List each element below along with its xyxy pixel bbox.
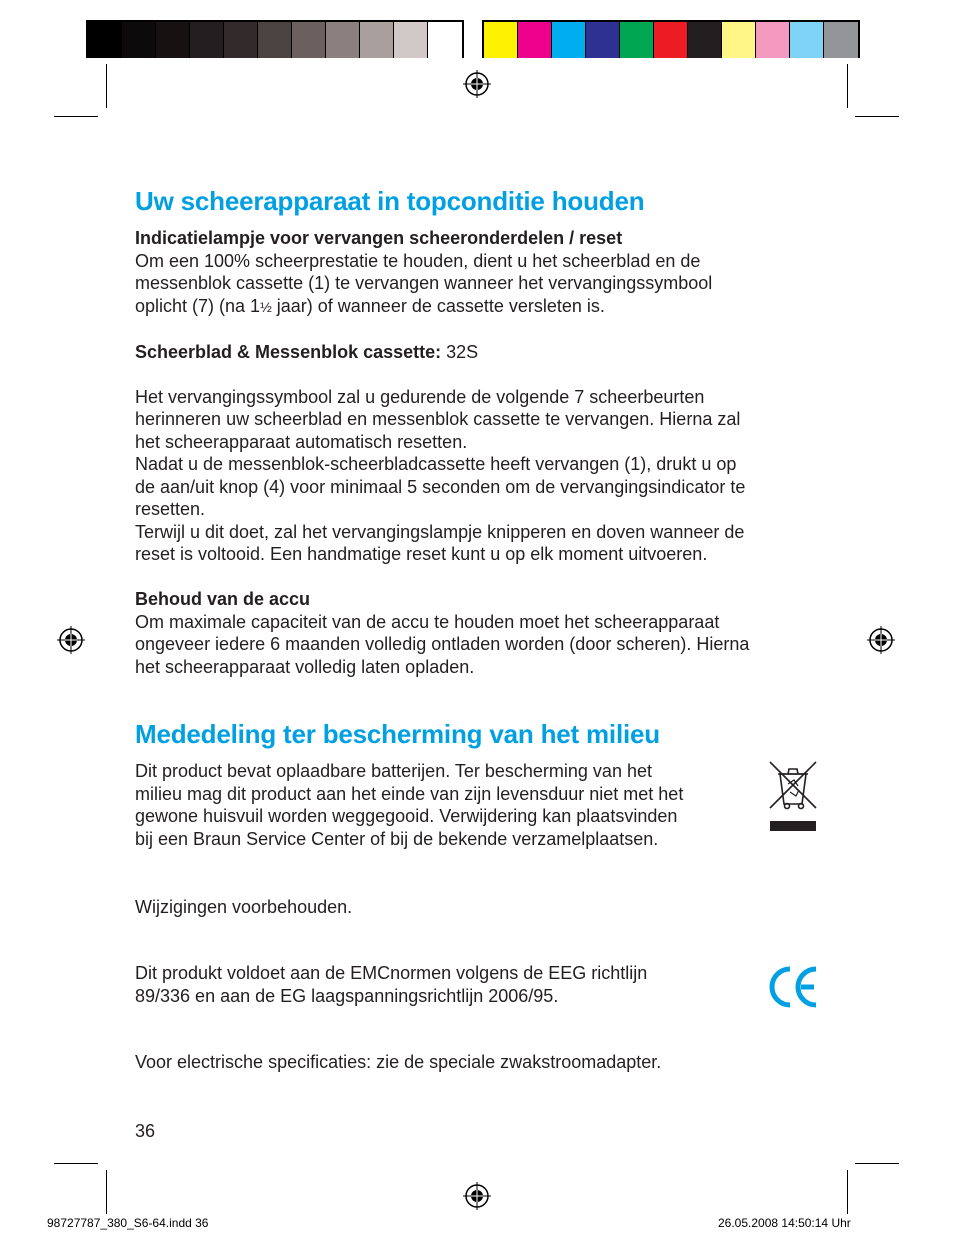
fraction: ½	[260, 298, 272, 315]
crop-mark	[54, 1163, 98, 1164]
text-line: gewone huisvuil worden weggegooid. Verwijdering kan plaatsvinden	[135, 806, 678, 826]
text-line: Dit produkt voldoet aan de EMCnormen volgens de EEG richtlijn	[135, 963, 648, 983]
text-line: milieu mag dit product aan het einde van zijn levensduur niet met het	[135, 783, 684, 804]
section-title-environment: Mededeling ter bescherming van het milieu	[135, 719, 660, 749]
text-line: Voor electrische specificaties: zie de speciale zwakstroomadapter.	[135, 1052, 662, 1072]
text-line: messenblok cassette (1) te vervangen wanneer het vervangingssymbool	[135, 273, 713, 293]
color-swatch	[394, 22, 428, 58]
color-swatch	[722, 22, 756, 58]
text-line: Om een 100% scheerprestatie te houden, dient u het scheerblad en de	[135, 250, 701, 271]
page-number-text: 36	[135, 1121, 156, 1141]
color-swatch	[484, 22, 518, 58]
text-line: het scheerapparaat automatisch resetten.	[135, 431, 468, 452]
text-line	[135, 318, 825, 341]
color-swatch	[88, 22, 122, 58]
color-swatch	[190, 22, 224, 58]
reset-heading: Indicatielampje voor vervangen scheeronderdelen / reset	[135, 228, 623, 248]
ce-mark-icon	[766, 964, 820, 1010]
color-swatch	[428, 22, 462, 58]
color-swatch	[586, 22, 620, 58]
text-line: ongeveer iedere 6 maanden volledig ontladen worden (door scheren). Hierna	[135, 634, 750, 654]
parts-value: 32S	[441, 341, 479, 362]
text-line: de aan/uit knop (4) voor minimaal 5 seconden om de vervangingsindicator te	[135, 476, 746, 497]
crop-mark	[855, 116, 899, 117]
text-line: herinneren uw scheerblad en messenblok cassette te vervangen. Hierna zal	[135, 409, 741, 429]
color-swatch	[360, 22, 394, 58]
slug-date-info: 26.05.2008 14:50:14 Uhr	[718, 1216, 851, 1230]
page-number	[135, 1120, 195, 1143]
text-line	[135, 566, 825, 589]
grayscale-color-bar	[86, 20, 464, 58]
crop-mark	[847, 64, 848, 108]
emc-note	[135, 962, 735, 1007]
crop-mark	[855, 1163, 899, 1164]
color-swatch	[552, 22, 586, 58]
color-swatch	[790, 22, 824, 58]
registration-mark-icon	[867, 626, 895, 654]
text-line: Nadat u de messenblok-scheerbladcassette heeft vervangen (1), drukt u op	[135, 454, 737, 474]
registration-mark-icon	[463, 70, 491, 98]
environment-body	[135, 760, 765, 850]
text-line: Dit product bevat oplaadbare batterijen. Ter bescherming van het	[135, 761, 652, 781]
registration-mark-icon	[57, 626, 85, 654]
color-swatch	[518, 22, 552, 58]
color-swatch	[156, 22, 190, 58]
crop-mark	[54, 116, 98, 117]
color-swatch	[654, 22, 688, 58]
text-line: Om maximale capaciteit van de accu te houden moet het scheerapparaat	[135, 611, 720, 632]
section-title-maintenance: Uw scheerapparaat in topconditie houden	[135, 186, 645, 216]
text-line: Het vervangingssymbool zal u gedurende de volgende 7 scheerbeurten	[135, 386, 705, 407]
weee-bin-icon	[768, 760, 818, 832]
color-swatch	[326, 22, 360, 58]
registration-mark-icon	[463, 1182, 491, 1210]
text-line: resetten.	[135, 499, 206, 519]
changes-note	[135, 896, 825, 919]
parts-label: Scheerblad & Messenblok cassette:	[135, 341, 442, 362]
crop-mark	[847, 1170, 848, 1214]
text-line: het scheerapparaat volledig laten opladen.	[135, 656, 475, 677]
maintenance-body	[135, 227, 825, 678]
crop-mark	[106, 1170, 107, 1214]
text-line	[135, 363, 825, 386]
text-line: 89/336 en aan de EG laagspanningsrichtlijn 2006/95.	[135, 985, 559, 1006]
crop-mark	[106, 64, 107, 108]
text-line: Terwijl u dit doet, zal het vervangingslampje knipperen en doven wanneer de	[135, 521, 745, 542]
text-line	[135, 295, 825, 319]
color-swatch	[620, 22, 654, 58]
color-swatch	[292, 22, 326, 58]
color-swatch	[258, 22, 292, 58]
color-swatch	[688, 22, 722, 58]
parts-line	[135, 341, 825, 364]
text-fragment: oplicht (7) (na 1	[135, 295, 261, 316]
slug-file-info: 98727787_380_S6-64.indd 36	[47, 1216, 209, 1230]
text-fragment: jaar) of wanneer de cassette versleten is.	[271, 295, 605, 316]
text-line: reset is voltooid. Een handmatige reset kunt u op elk moment uitvoeren.	[135, 544, 708, 564]
text-line: bij een Braun Service Center of bij de bekende verzamelplaatsen.	[135, 828, 659, 849]
color-swatch	[122, 22, 156, 58]
electrical-note	[135, 1051, 825, 1074]
battery-heading: Behoud van de accu	[135, 589, 311, 609]
color-swatch	[756, 22, 790, 58]
text-line: Wijzigingen voorbehouden.	[135, 897, 353, 917]
color-swatch	[824, 22, 858, 58]
color-swatch	[224, 22, 258, 58]
process-color-bar	[482, 20, 860, 58]
